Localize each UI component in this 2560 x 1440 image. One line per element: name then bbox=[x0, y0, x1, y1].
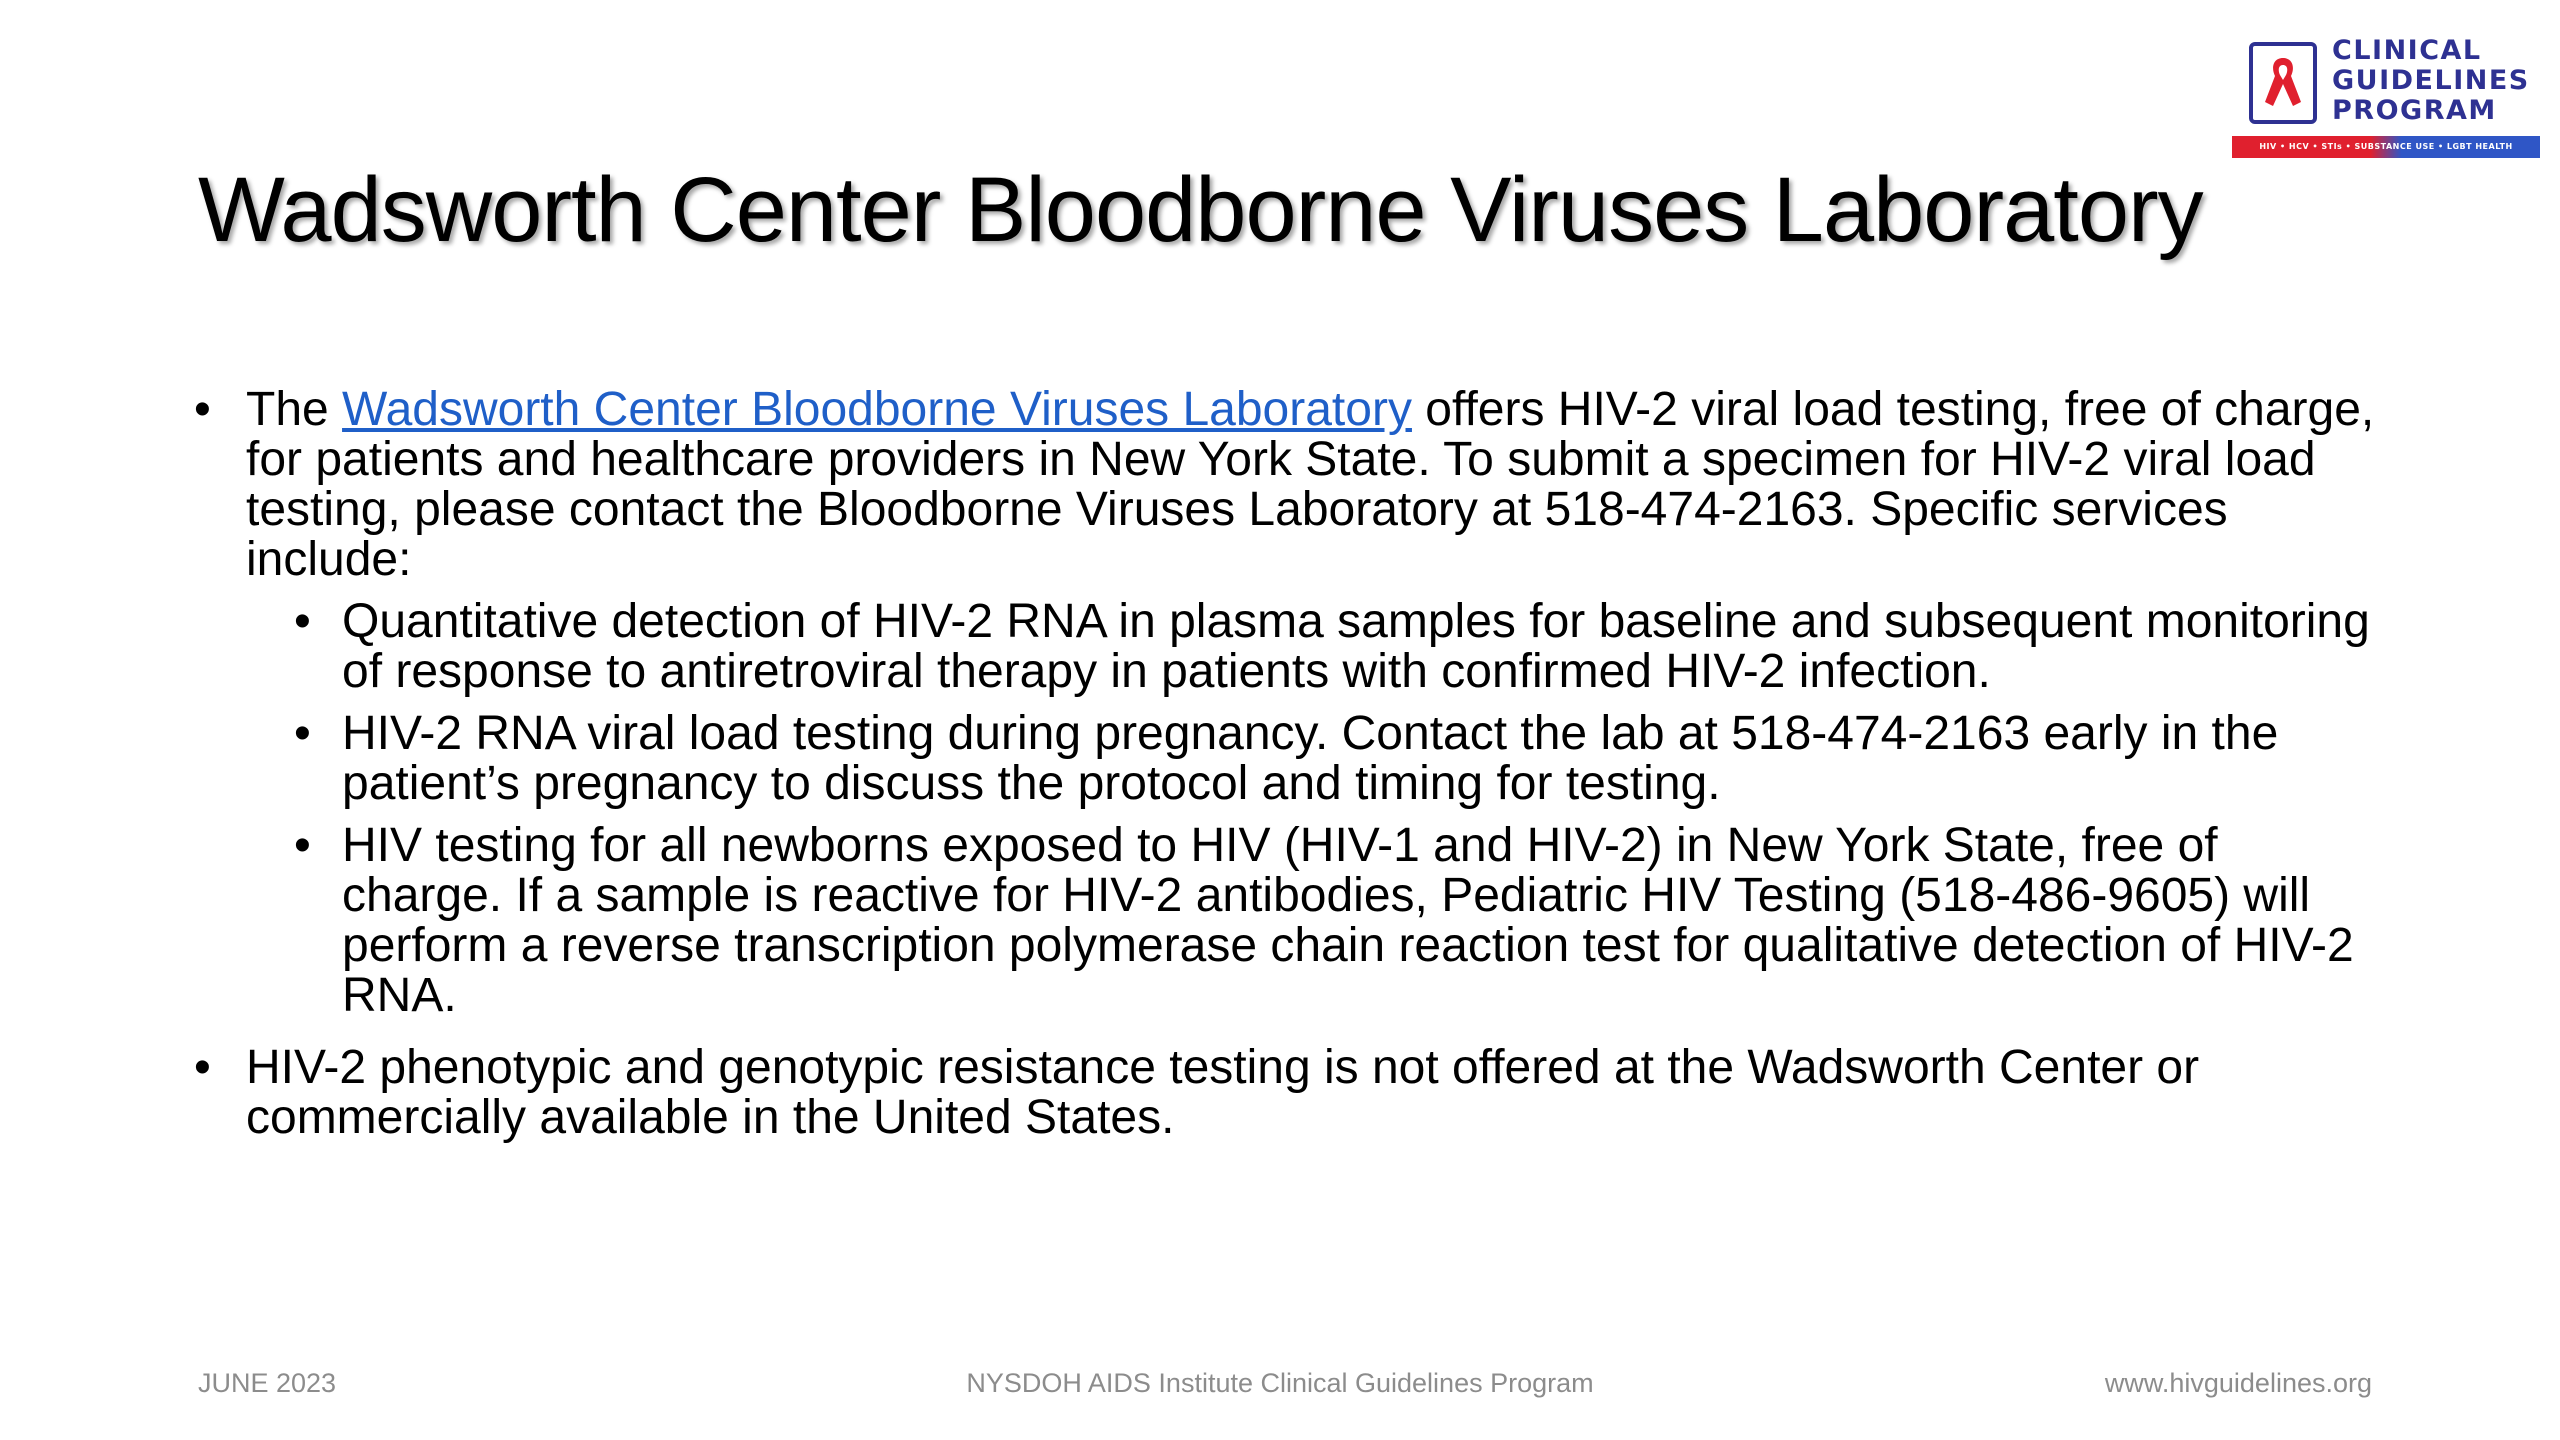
red-ribbon-icon bbox=[2259, 52, 2307, 114]
logo-line-program: PROGRAM bbox=[2332, 95, 2497, 126]
bullet-text: offers HIV-2 viral load testing, free of charge, for patients and healthcare providers in New York State. To submit a specimen for HIV-2 viral load testing, please contact the Bloodborne Viruses Laboratory at 518-474-2163. Specific services include: bbox=[246, 383, 2375, 586]
logo-wordmark bbox=[2332, 36, 2530, 126]
logo-mark bbox=[2249, 42, 2317, 124]
footer-date: JUNE 2023 bbox=[198, 1368, 337, 1398]
logo-tagline-bar: HIV • HCV • STIs • SUBSTANCE USE • LGBT HEALTH bbox=[2232, 136, 2540, 158]
bullet-resistance-testing: • HIV-2 phenotypic and genotypic resistance testing is not offered at the Wadsworth Center or commercially available in the United States. bbox=[190, 1043, 2390, 1143]
footer-program: NYSDOH AIDS Institute Clinical Guidelines Program bbox=[966, 1368, 1594, 1398]
logo-line-clinical: CLINICAL bbox=[2332, 35, 2482, 66]
slide-body bbox=[190, 385, 2390, 1143]
service-item-newborns: • HIV testing for all newborns exposed to HIV (HIV-1 and HIV-2) in New York State, free of charge. If a sample is reactive for HIV-2 antibodies, Pediatric HIV Testing (518-486-9605) will perform a reverse transcription polymerase chain reaction test for qualitative detection of HIV-2 RNA. bbox=[190, 821, 2390, 1021]
logo-line-guidelines: GUIDELINES bbox=[2332, 65, 2530, 96]
bullet-wadsworth-offer bbox=[190, 385, 2390, 585]
footer-website: www.hivguidelines.org bbox=[2104, 1368, 2372, 1398]
service-item-pregnancy: • HIV-2 RNA viral load testing during pregnancy. Contact the lab at 518-474-2163 early in the patient’s pregnancy to discuss the protocol and timing for testing. bbox=[190, 709, 2390, 809]
services-list bbox=[190, 597, 2390, 1021]
clinical-guidelines-program-logo bbox=[2232, 30, 2542, 160]
slide-title: Wadsworth Center Bloodborne Viruses Laboratory bbox=[198, 159, 2203, 261]
wadsworth-lab-link[interactable]: Wadsworth Center Bloodborne Viruses Laboratory bbox=[342, 383, 1412, 436]
service-item-quantitative: • Quantitative detection of HIV-2 RNA in plasma samples for baseline and subsequent monitoring of response to antiretroviral therapy in patients with confirmed HIV-2 infection. bbox=[190, 597, 2390, 697]
bullet-prefix: The bbox=[246, 383, 343, 436]
